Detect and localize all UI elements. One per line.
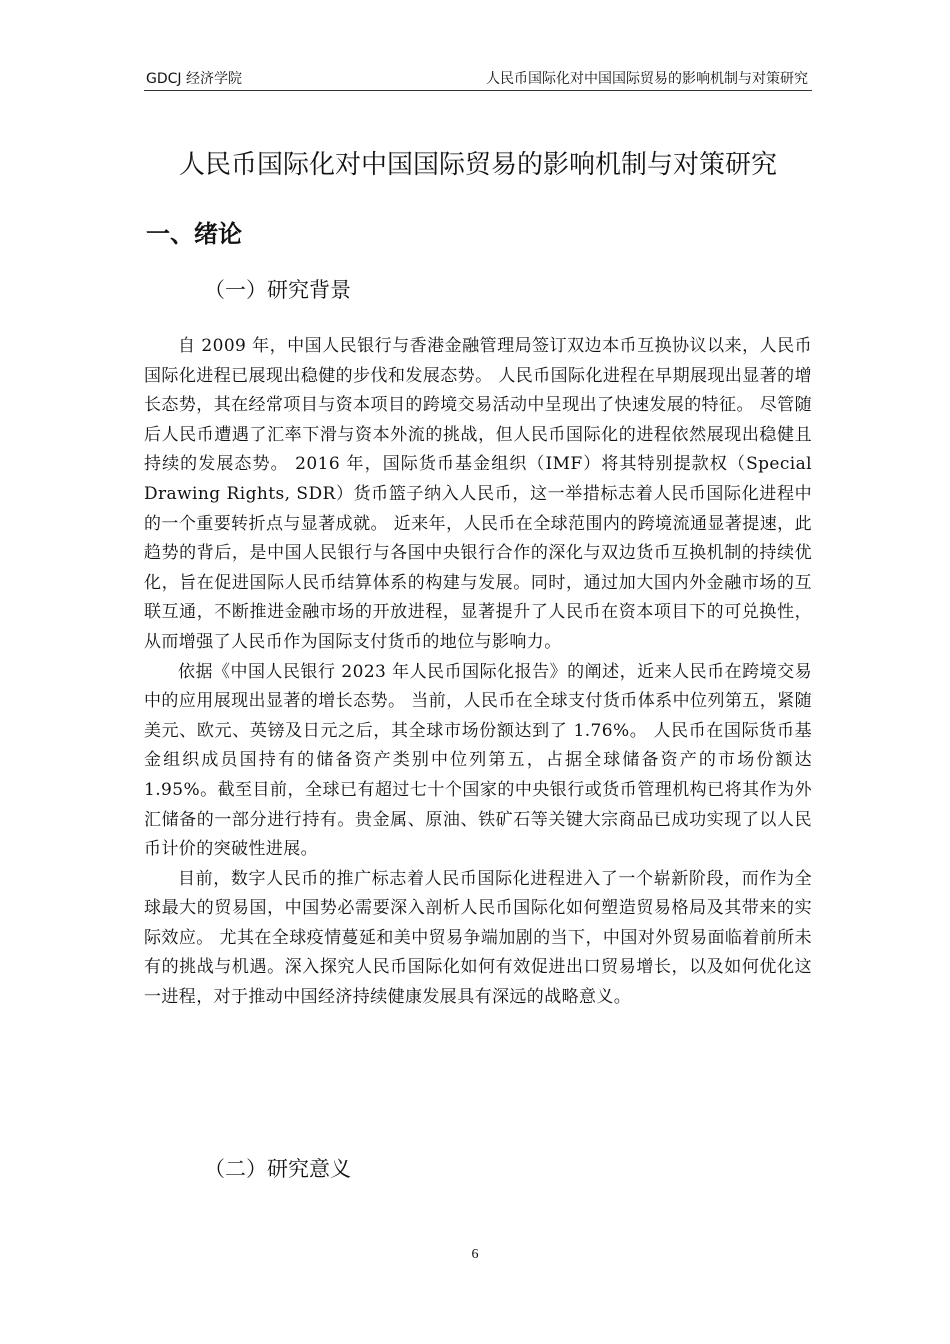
header-institution: GDCJ 经济学院	[146, 71, 242, 87]
running-header	[144, 68, 812, 91]
header-paper-title: 人民币国际化对中国国际贸易的影响机制与对策研究	[486, 71, 808, 87]
paragraph: 依据《中国人民银行 2023 年人民币国际化报告》的阐述，近来人民币在跨境交易中的应用展现出显著的增长态势。 当前，人民币在全球支付货币体系中位列第五，紧随美元、欧元、英镑及日元之后，其全球市场份额达到了 1.76%。 人民币在国际货币基金组织成员国持有的储备资产类别中位列第五，占据全球储备资产的市场份额达 1.95%。截至目前，全球已有超过七十个国家的中央银行或货币管理机构已将其作为外汇储备的一部分进行持有。贵金属、原油、铁矿石等关键大宗商品已成功实现了以人民币计价的突破性进展。	[144, 661, 812, 860]
paragraph: 自 2009 年，中国人民银行与香港金融管理局签订双边本币互换协议以来，人民币国际化进程已展现出稳健的步伐和发展态势。 人民币国际化进程在早期展现出显著的增长态势，其在经常项目与资本项目的跨境交易活动中呈现出了快速发展的特征。 尽管随后人民币遭遇了汇率下滑与资本外流的挑战，但人民币国际化的进程依然展现出稳健且持续的发展态势。 2016 年，国际货币基金组织（IMF）将其特别提款权（Special Drawing Rights, SDR）货币篮子纳入人民币，这一举措标志着人民币国际化进程中的一个重要转折点与显著成就。 近来年，人民币在全球范围内的跨境流通显著提速，此趋势的背后，是中国人民银行与各国中央银行合作的深化与双边货币互换机制的持续优化，旨在促进国际人民币结算体系的构建与发展。同时，通过加大国内外金融市场的互联互通，不断推进金融市场的开放进程，显著提升了人民币在资本项目下的可兑换性，从而增强了人民币作为国际支付货币的地位与影响力。	[144, 336, 812, 652]
section-heading-introduction: 一、绪论	[146, 220, 242, 248]
background-body	[144, 332, 812, 1013]
subsection-heading-significance: （二）研究意义	[204, 1157, 351, 1181]
subsection-heading-background: （一）研究背景	[204, 278, 351, 302]
paper-title: 人民币国际化对中国国际贸易的影响机制与对策研究	[178, 150, 777, 180]
page-number: 6	[471, 1247, 479, 1262]
paragraph: 目前，数字人民币的推广标志着人民币国际化进程进入了一个崭新阶段，而作为全球最大的贸易国，中国势必需要深入剖析人民币国际化如何塑造贸易格局及其带来的实际效应。 尤其在全球疫情蔓延和美中贸易争端加剧的当下，中国对外贸易面临着前所未有的挑战与机遇。深入探究人民币国际化如何有效促进出口贸易增长，以及如何优化这一进程，对于推动中国经济持续健康发展具有深远的战略意义。	[144, 868, 812, 1008]
